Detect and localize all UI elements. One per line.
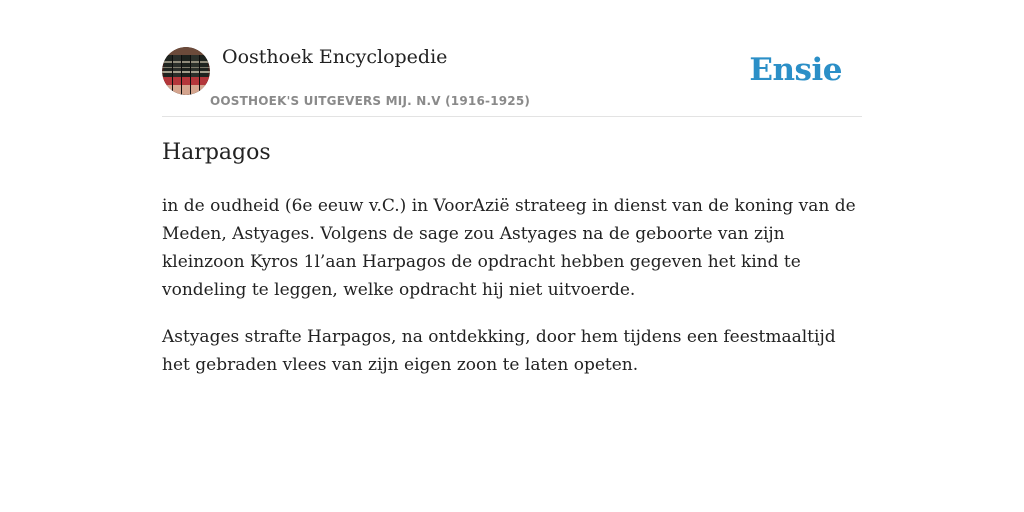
source-header <box>162 0 862 117</box>
source-title[interactable]: Oosthoek Encyclopedie <box>222 46 448 68</box>
book-spines-icon[interactable] <box>162 47 210 95</box>
article-body <box>162 192 862 398</box>
article-paragraph: Astyages strafte Harpagos, na ontdekking, door hem tijdens een feestmaaltijd het gebraden vlees van zijn eigen zoon te laten opeten. <box>162 327 836 375</box>
article-title: Harpagos <box>162 140 271 165</box>
source-subtitle: OOSTHOEK'S UITGEVERS MIJ. N.V (1916-1925) <box>210 94 531 108</box>
ensie-logo[interactable]: Ensie <box>749 52 842 88</box>
article-paragraph: in de oudheid (6e eeuw v.C.) in VoorAzië strateeg in dienst van de koning van de Meden, Astyages. Volgens de sage zou Astyages na de geboorte van zijn kleinzoon Kyros 1l’aan Harpagos de opdracht hebben gegeven het kind te vondeling te leggen, welke opdracht hij niet uitvoerde. <box>162 196 856 300</box>
